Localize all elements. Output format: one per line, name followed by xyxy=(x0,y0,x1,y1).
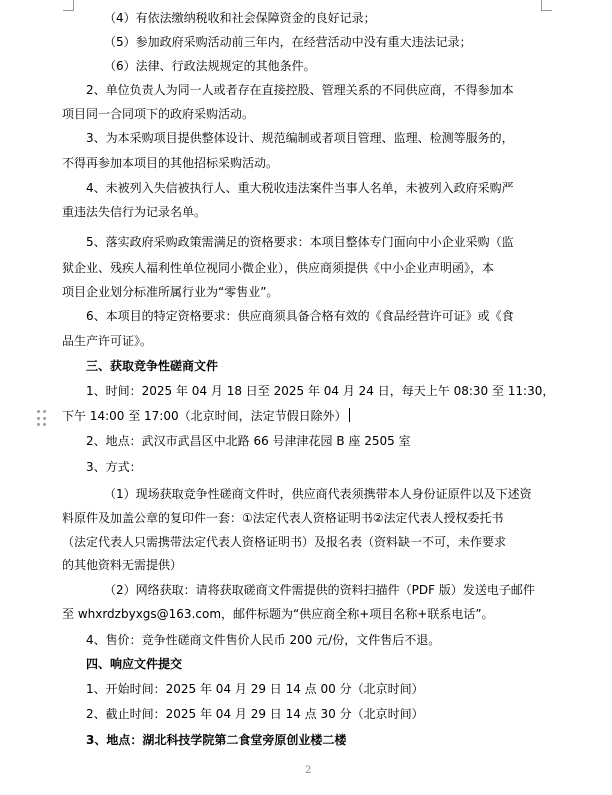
page-corner-mark-right xyxy=(541,0,552,11)
text-line: 项目同一合同项下的政府采购活动。 xyxy=(62,107,255,121)
text-line: 料原件及加盖公章的复印件一套：①法定代表人资格证明书②法定代表人授权委托书 xyxy=(62,511,504,525)
text-line: 2、截止时间：2025 年 04 月 29 日 14 点 30 分（北京时间） xyxy=(86,707,424,721)
section-heading: 三、获取竞争性磋商文件 xyxy=(86,359,219,373)
text-line: 项目企业划分标准所属行业为“零售业”。 xyxy=(62,285,279,299)
text-line: 1、时间：2025 年 04 月 18 日至 2025 年 04 月 24 日，每天上午 08:30 至 11:30， xyxy=(86,384,555,398)
text-line: （2）网络获取：请将获取磋商文件需提供的资料扫描件（PDF 版）发送电子邮件 xyxy=(104,583,535,597)
drag-handle-icon[interactable] xyxy=(37,410,47,428)
text-line: 5、落实政府采购政策需满足的资格要求：本项目整体专门面向中小企业采购（监 xyxy=(86,235,514,249)
text-line: （法定代表人只需携带法定代表人资格证明书）及报名表（资料缺一不可，未作要求 xyxy=(62,535,507,549)
text-line: 3、地点：湖北科技学院第二食堂旁原创业楼二楼 xyxy=(86,733,347,747)
text-line: 品生产许可证》。 xyxy=(62,334,153,348)
text-line: 6、本项目的特定资格要求：供应商须具备合格有效的《食品经营许可证》或《食 xyxy=(86,309,514,323)
text-line: 1、开始时间：2025 年 04 月 29 日 14 点 00 分（北京时间） xyxy=(86,682,424,696)
text-line: （1）现场获取竞争性磋商文件时，供应商代表须携带本人身份证原件以及下述资 xyxy=(104,487,532,501)
text-line: 2、单位负责人为同一人或者存在直接控股、管理关系的不同供应商，不得参加本 xyxy=(86,83,514,97)
text-cursor xyxy=(349,408,350,422)
text-line: （4）有依法缴纳税收和社会保障资金的良好记录； xyxy=(104,11,376,25)
text-line: 4、未被列入失信被执行人、重大税收违法案件当事人名单，未被列入政府采购严 xyxy=(86,181,514,195)
text-line: 下午 14:00 至 17:00（北京时间，法定节假日除外） xyxy=(62,409,347,423)
page-number: 2 xyxy=(305,765,312,776)
text-line: 3、方式： xyxy=(86,460,142,474)
text-line: 3、为本采购项目提供整体设计、规范编制或者项目管理、监理、检测等服务的， xyxy=(86,131,514,145)
text-line: 狱企业、残疾人福利性单位视同小微企业），供应商须提供《中小企业声明函》，本 xyxy=(62,261,495,275)
text-line: 重违法失信行为记录名单。 xyxy=(62,205,207,219)
text-line: 4、售价：竞争性磋商文件售价人民币 200 元/份，文件售后不退。 xyxy=(86,633,441,647)
text-line: 2、地点：武汉市武昌区中北路 66 号津津花园 B 座 2505 室 xyxy=(86,434,411,448)
section-heading: 四、响应文件提交 xyxy=(86,657,183,671)
text-line-with-cursor xyxy=(62,408,350,424)
text-line: 不得再参加本项目的其他招标采购活动。 xyxy=(62,156,279,170)
page-corner-mark-left xyxy=(63,0,74,11)
text-line: （5）参加政府采购活动前三年内，在经营活动中没有重大违法记录； xyxy=(104,35,472,49)
text-line: 至 whxrdzbyxgs@163.com，邮件标题为“供应商全称+项目名称+联系电话”。 xyxy=(62,607,494,621)
text-line: （6）法律、行政法规规定的其他条件。 xyxy=(104,59,316,73)
text-line: 的其他资料无需提供） xyxy=(62,558,183,572)
